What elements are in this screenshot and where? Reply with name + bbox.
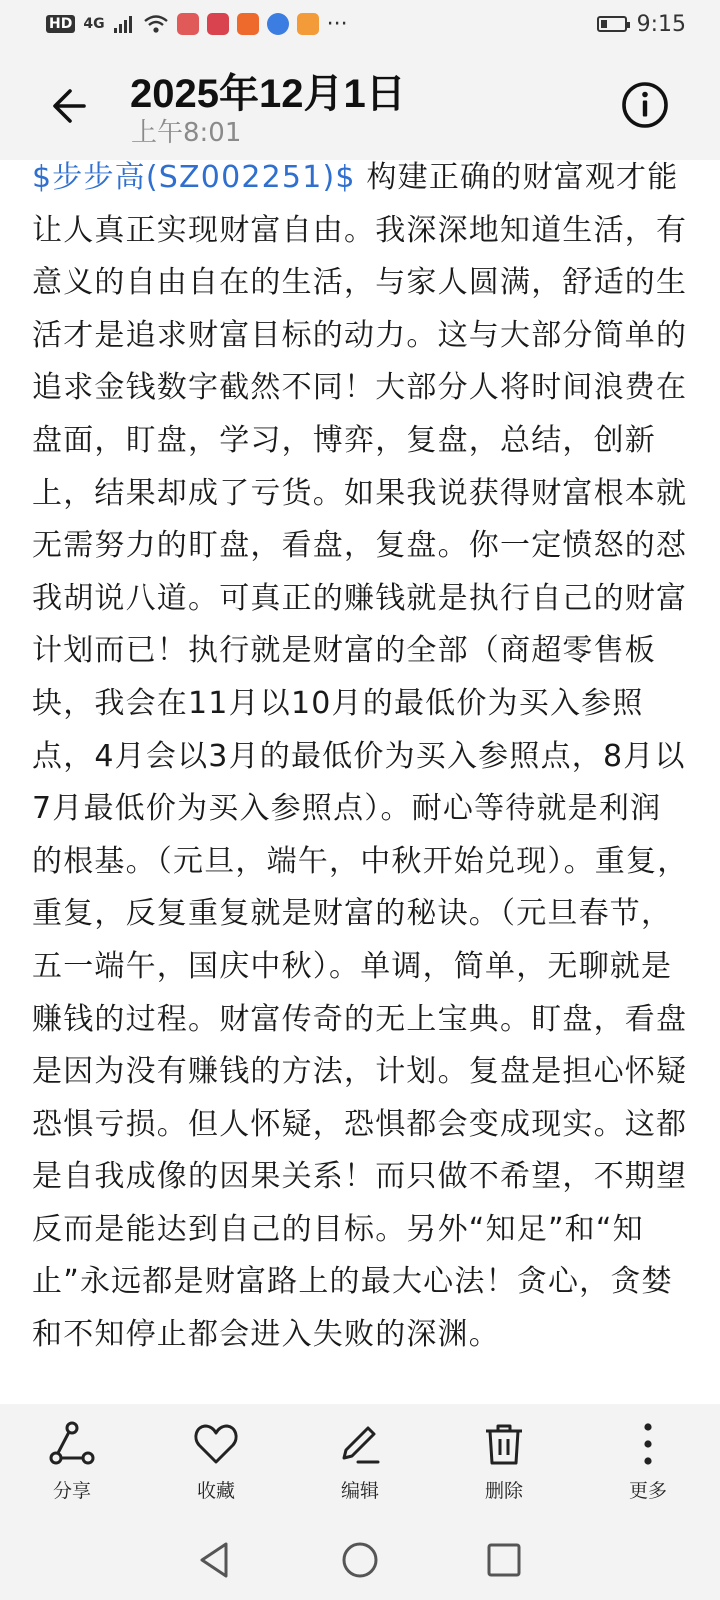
nav-back-icon[interactable] [196, 1540, 236, 1580]
status-bar-left [46, 12, 348, 37]
network-type: 4G [83, 16, 105, 32]
note-header [0, 48, 720, 160]
shopping-app-icon [237, 13, 259, 35]
hd-indicator: HD [46, 15, 75, 33]
trash-icon [480, 1420, 528, 1468]
favorite-label: 收藏 [196, 1480, 235, 1502]
stock-link[interactable]: $步步高(SZ002251)$ [32, 160, 356, 195]
share-button[interactable] [22, 1404, 122, 1520]
nav-home-icon[interactable] [340, 1540, 380, 1580]
back-arrow-icon[interactable] [44, 78, 100, 134]
clock: 9:15 [636, 11, 686, 37]
browser-app-icon [267, 13, 289, 35]
share-icon [48, 1420, 96, 1468]
note-date-title: 2025年12月1日 [130, 72, 406, 116]
note-time-subtitle: 上午8:01 [131, 118, 242, 148]
pencil-icon [336, 1420, 384, 1468]
app-notification-icon [177, 13, 199, 35]
video-app-icon [297, 13, 319, 35]
more-button[interactable] [598, 1404, 698, 1520]
more-vertical-icon [624, 1420, 672, 1468]
reader-app-icon [207, 13, 229, 35]
note-content[interactable] [0, 160, 720, 1404]
status-bar [0, 0, 720, 48]
delete-label: 删除 [484, 1480, 523, 1502]
more-label: 更多 [628, 1480, 667, 1502]
system-nav-bar [0, 1520, 720, 1600]
share-label: 分享 [52, 1480, 91, 1502]
info-icon[interactable] [620, 80, 670, 130]
note-body [32, 160, 692, 1362]
edit-button[interactable] [310, 1404, 410, 1520]
delete-button[interactable] [454, 1404, 554, 1520]
edit-label: 编辑 [340, 1480, 379, 1502]
more-notifications: ··· [326, 11, 348, 37]
bottom-toolbar [0, 1404, 720, 1520]
battery-icon [597, 16, 627, 32]
wifi-icon [143, 14, 169, 34]
note-body-text: 构建正确的财富观才能让人真正实现财富自由。我深深地知道生活，有意义的自由自在的生活，与家人圆满，舒适的生活才是追求财富目标的动力。这与大部分简单的追求金钱数字截然不同！大部分人将时间浪费在盘面，盯盘，学习，博弈，复盘，总结，创新上，结果却成了亏货。如果我说获得财富根本就无需努力的盯盘，看盘，复盘。你一定愤怒的怼我胡说八道。可真正的赚钱就是执行自己的财富计划而已！执行就是财富的全部（商超零售板块，我会在11月以10月的最低价为买入参照点，4月会以3月的最低价为买入参照点，8月以7月最低价为买入参照点）。耐心等待就是利润的根基。（元旦，端午，中秋开始兑现）。重复，重复，反复重复就是财富的秘诀。（元旦春节，五一端午，国庆中秋）。单调，简单，无聊就是赚钱的过程。财富传奇的无上宝典。盯盘，看盘是因为没有赚钱的方法，计划。复盘是担心怀疑恐惧亏损。但人怀疑，恐惧都会变成现实。这都是自我成像的因果关系！而只做不希望，不期望反而是能达到自己的目标。另外“知足”和“知止”永远都是财富路上的最大心法！贪心，贪婪和不知停止都会进入失败的深渊。 [32, 160, 689, 1353]
status-bar-right [597, 12, 686, 37]
signal-icon [113, 14, 135, 34]
nav-recents-icon[interactable] [484, 1540, 524, 1580]
favorite-button[interactable] [166, 1404, 266, 1520]
heart-icon [192, 1420, 240, 1468]
